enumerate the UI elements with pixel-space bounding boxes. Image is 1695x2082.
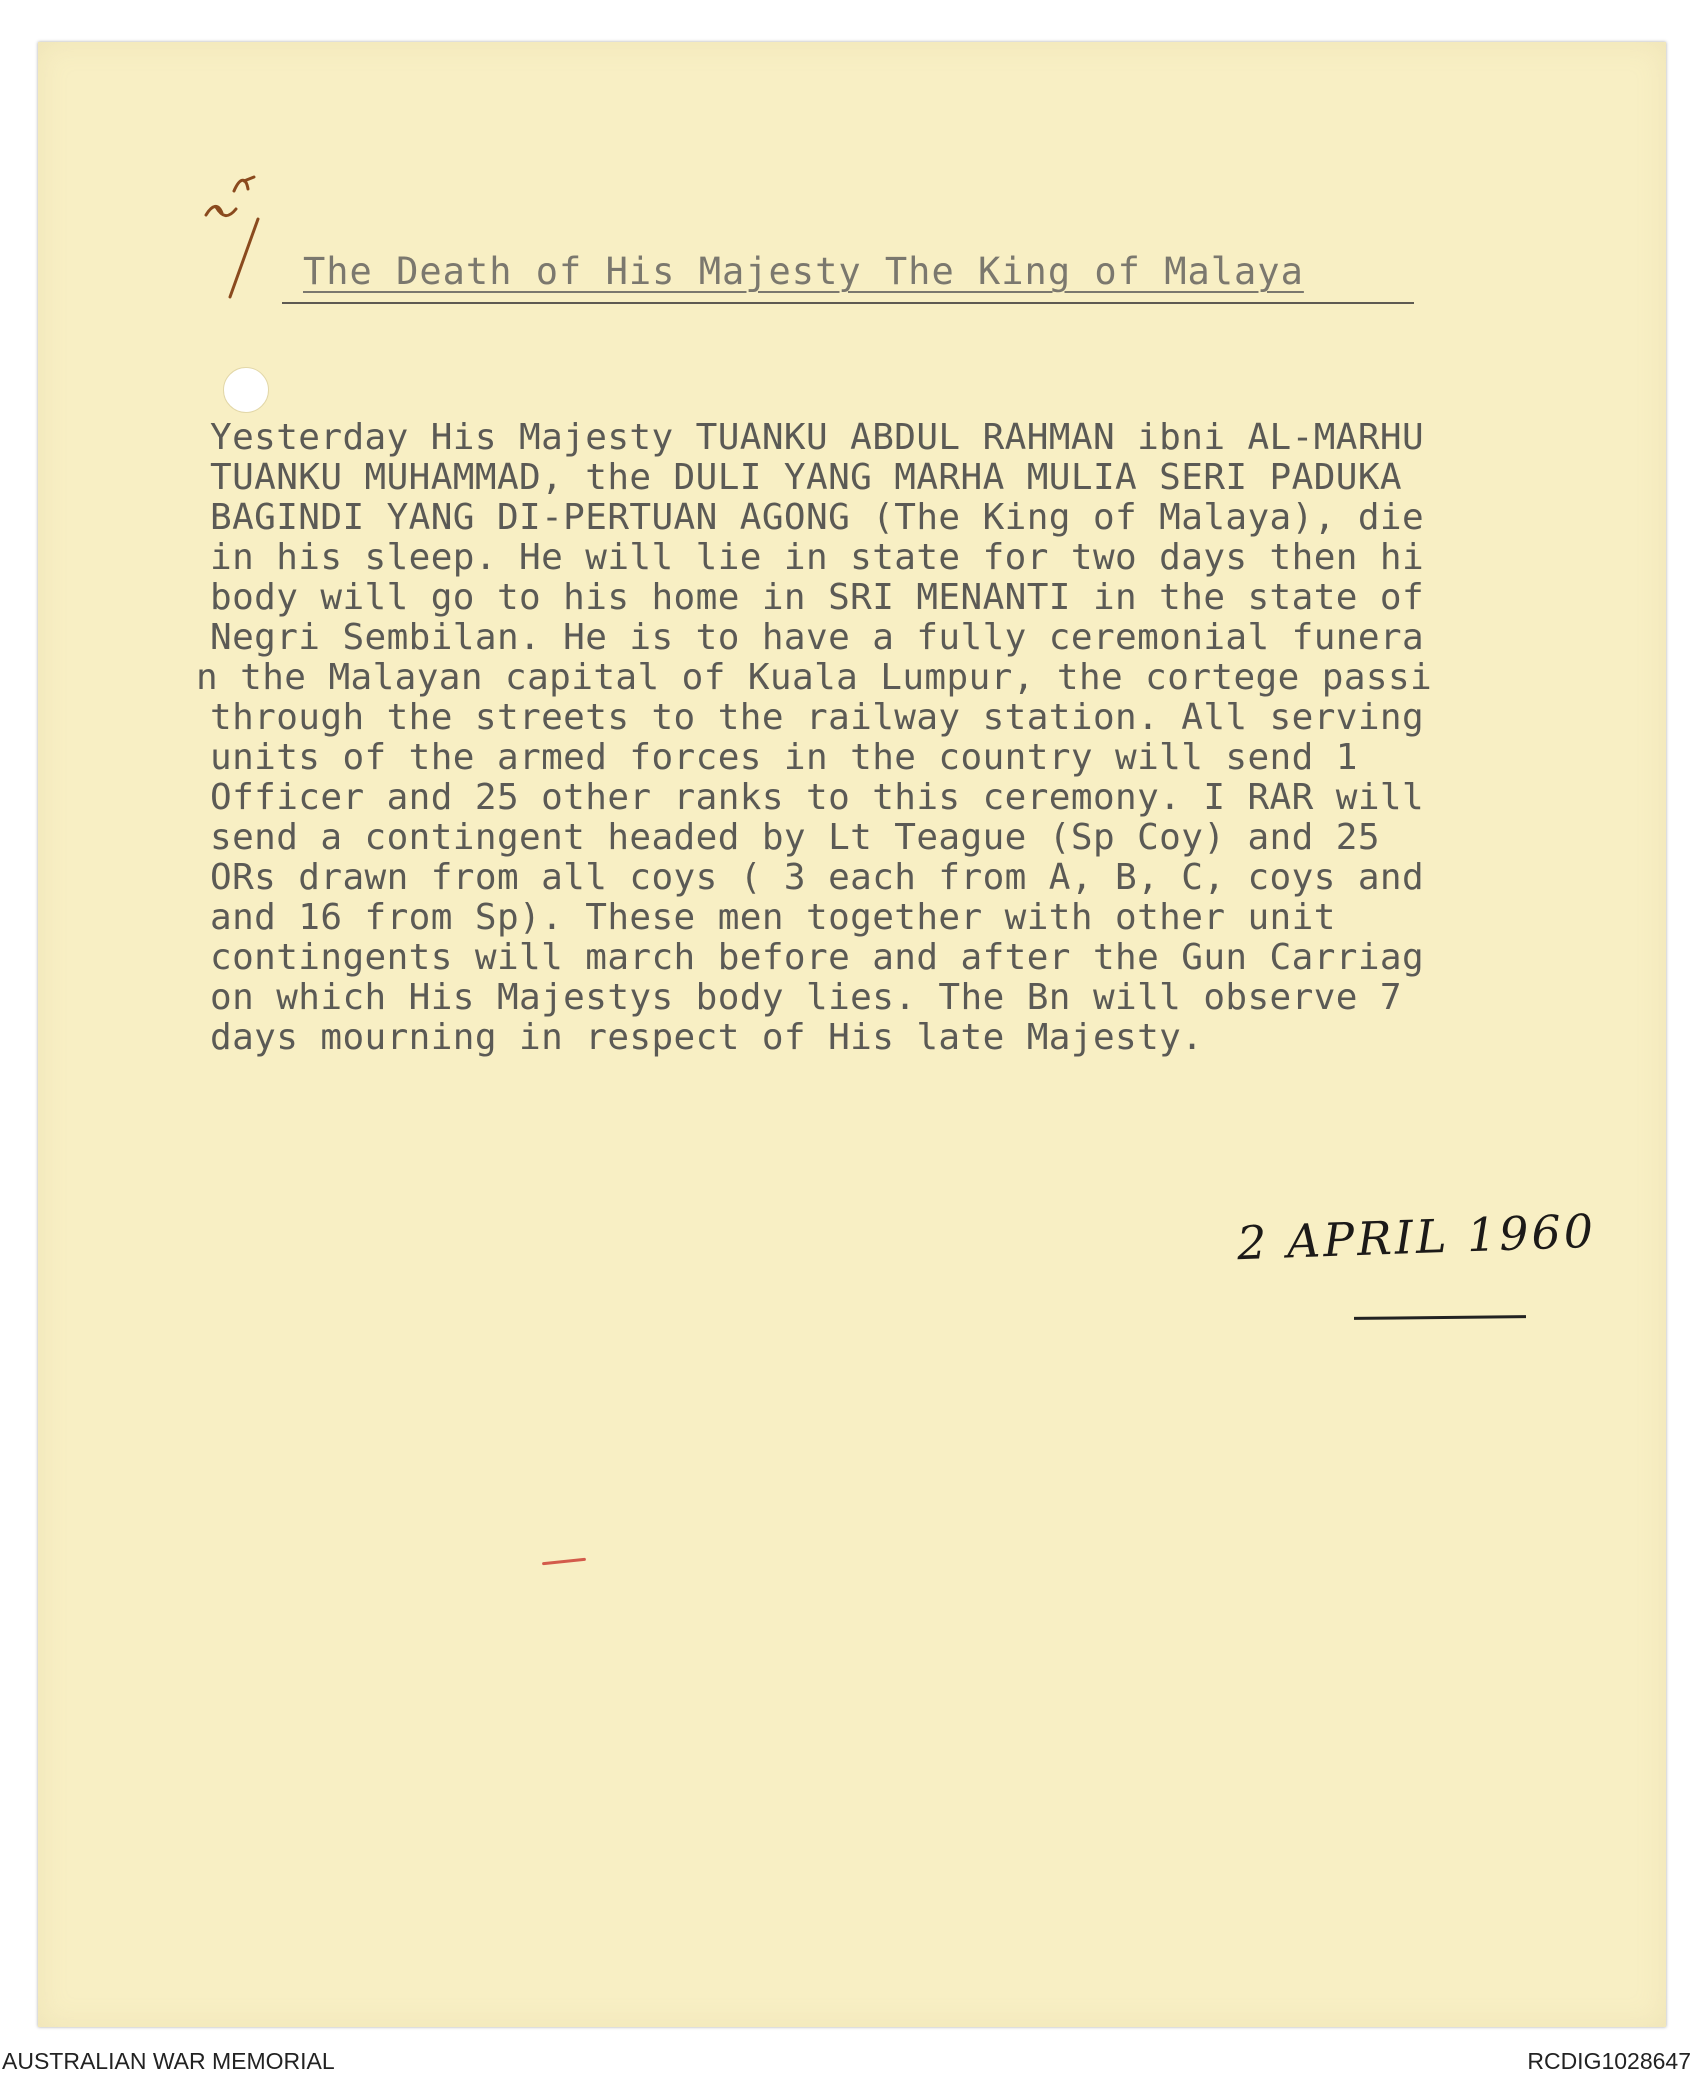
body-line: units of the armed forces in the country will send 1 [210, 737, 1358, 778]
body-line: contingents will march before and after the Gun Carriag [210, 937, 1425, 978]
body-line: Negri Sembilan. He is to have a fully ceremonial funera [210, 617, 1425, 658]
typed-body [196, 417, 1580, 1058]
body-line: TUANKU MUHAMMAD, the DULI YANG MARHA MULIA SERI PADUKA [210, 457, 1402, 498]
title-underline [282, 302, 1414, 304]
body-line: days mourning in respect of His late Majesty. [210, 1017, 1204, 1058]
body-line: on which His Majestys body lies. The Bn will observe 7 [210, 977, 1402, 1018]
body-line: ORs drawn from all coys ( 3 each from A, B, C, coys and [210, 857, 1425, 898]
body-line: through the streets to the railway station. All serving [210, 697, 1425, 738]
document-title: The Death of His Majesty The King of Malaya [303, 250, 1304, 293]
archive-id: RCDIG1028647 [1527, 2048, 1691, 2074]
handwritten-date: 2 APRIL 1960 [1236, 1203, 1597, 1271]
body-line: n the Malayan capital of Kuala Lumpur, the cortege passi [196, 657, 1433, 698]
body-line: Yesterday His Majesty TUANKU ABDUL RAHMAN ibni AL-MARHU [210, 417, 1425, 458]
punch-hole [223, 367, 269, 413]
body-line: Officer and 25 other ranks to this ceremony. I RAR will [210, 777, 1425, 818]
body-line: and 16 from Sp). These men together with other unit [210, 897, 1336, 938]
body-line: send a contingent headed by Lt Teague (Sp Coy) and 25 [210, 817, 1380, 858]
body-line: in his sleep. He will lie in state for two days then hi [210, 537, 1425, 578]
archive-credit: AUSTRALIAN WAR MEMORIAL [2, 2048, 335, 2074]
pencil-annotation-mark [188, 147, 308, 307]
body-line: BAGINDI YANG DI-PERTUAN AGONG (The King of Malaya), die [210, 497, 1425, 538]
body-line: body will go to his home in SRI MENANTI in the state of [210, 577, 1425, 618]
